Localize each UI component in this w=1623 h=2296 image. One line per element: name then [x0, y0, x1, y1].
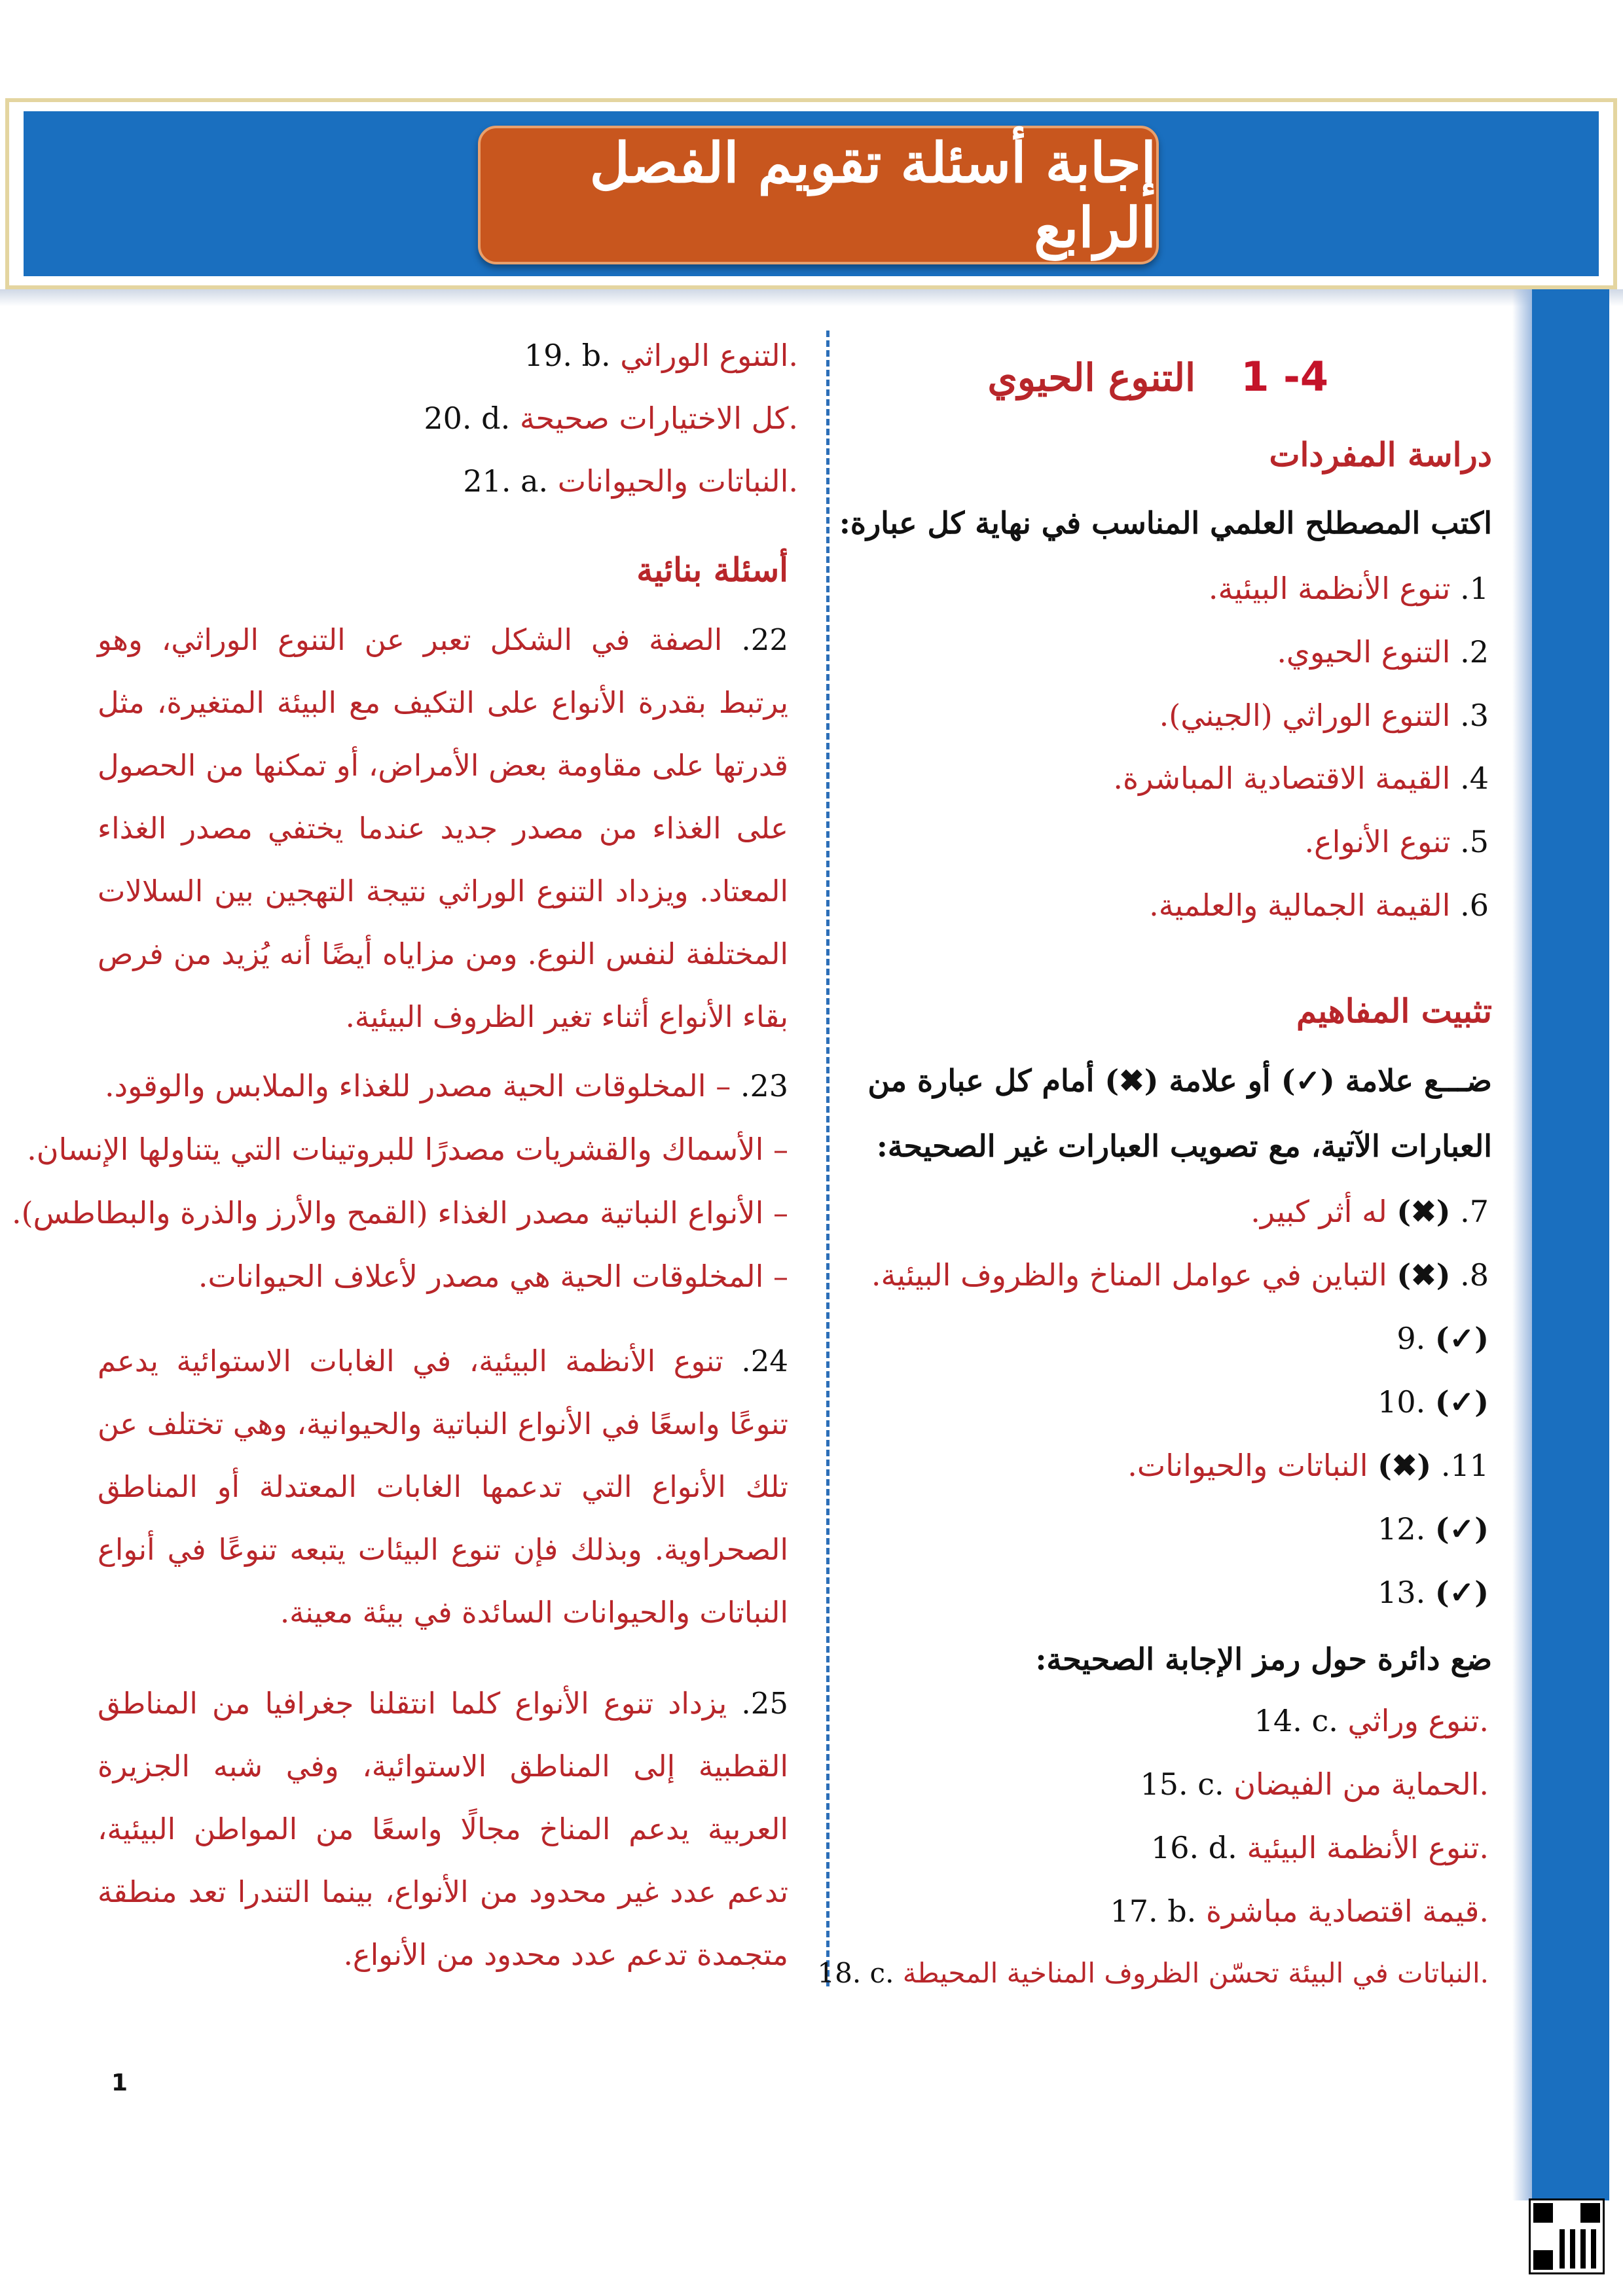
answer-22: 22. الصفة في الشكل تعبر عن التنوع الوراثي، وهو يرتبط بقدرة الأنواع على التكيف مع البيئة المتغيرة، مثل قدرتها على مقاومة بعض الأمراض، أو تمكنها من الحصول على الغذاء من مصدر جديد عندما يختفي مصدر الغذاء المعتاد. ويزداد التنوع الوراثي نتيجة التهجين بين السلالات المختلفة لنفس النوع. ومن مزاياه أيضًا أنه يُزيد من فرص بقاء الأنواع أثناء تغير الظروف البيئية.: [98, 622, 788, 1034]
title-box: [478, 126, 1159, 264]
tf-item: 9. (✓): [1396, 1321, 1489, 1356]
qr-code-icon: [1531, 2200, 1603, 2272]
mc-item: 14. c. تنوع وراثي.: [1254, 1703, 1489, 1738]
section-heading: [987, 353, 1329, 401]
section-number: 4- 1: [1241, 353, 1328, 401]
tf-item: 10. (✓): [1377, 1384, 1489, 1420]
vocab-item: 1. تنوع الأنظمة البيئية.: [1208, 571, 1489, 606]
answer-24: 24. تنوع الأنظمة البيئية، في الغابات الاستوائية يدعم تنوعًا واسعًا في الأنواع النباتية والحيوانية، وهي تختلف عن تلك الأنواع التي تدعمها الغابات المعتدلة أو المناطق الصحراوية. وبذلك فإن تنوع البيئات يتبعه تنوعًا في أنواع النباتات والحيوانات السائدة في بيئة معينة.: [98, 1344, 788, 1630]
tf-item: 8. (✖) التباين في عوامل المناخ والظروف البيئية.: [871, 1257, 1489, 1293]
answer-25: 25. يزداد تنوع الأنواع كلما انتقلنا جغرافيا من المناطق القطبية إلى المناطق الاستوائية، وفي شبه الجزيرة العربية يدعم المناخ مجالًا واسعًا من المواطن البيئية، تدعم عدد غير محدود من الأنواع، بينما التندرا تعد منطقة متجمدة تدعم عدد محدود من الأنواع.: [98, 1686, 788, 1972]
vocab-item: 5. تنوع الأنواع.: [1304, 824, 1489, 859]
answer-23: 23. – المخلوقات الحية مصدر للغذاء والملابس والوقود.: [105, 1068, 788, 1103]
answer-23-line: – الأنواع النباتية مصدر الغذاء (القمح والأرز والذرة والبطاطس).: [11, 1195, 788, 1230]
side-bar-shadow: [1512, 289, 1532, 2200]
mc-item: 21. a. النباتات والحيوانات.: [463, 463, 798, 499]
tf-item: 11. (✖) النباتات والحيوانات.: [1127, 1448, 1489, 1483]
vocab-item: 4. القيمة الاقتصادية المباشرة.: [1113, 761, 1489, 796]
mc-item: 20. d. كل الاختيارات صحيحة.: [424, 401, 798, 436]
answer-23-line: – الأسماك والقشريات مصدرًا للبروتينات التي يتناولها الإنسان.: [27, 1132, 788, 1167]
concepts-instruction-2: العبارات الآتية، مع تصويب العبارات غير الصحيحة:: [876, 1128, 1492, 1164]
mc-item: 19. b. التنوع الوراثي.: [524, 338, 798, 373]
vocab-item: 6. القيمة الجمالية والعلمية.: [1149, 888, 1489, 923]
mc-item: 17. b. قيمة اقتصادية مباشرة.: [1110, 1893, 1489, 1929]
mc-item: 15. c. الحماية من الفيضان.: [1140, 1767, 1489, 1802]
tf-item: 13. (✓): [1377, 1575, 1489, 1610]
tf-item: 7. (✖) له أثر كبير.: [1250, 1194, 1489, 1229]
vocab-item: 3. التنوع الوراثي (الجيني).: [1159, 698, 1489, 733]
answer-23-line: – المخلوقات الحية هي مصدر لأعلاف الحيوانات.: [198, 1259, 788, 1294]
side-bar: [1532, 289, 1609, 2200]
page-number: 1: [111, 2070, 128, 2096]
constructive-heading: أسئلة بنائية: [636, 550, 788, 589]
concepts-instruction-1: ضـــع علامة (✓) أو علامة (✖) أمام كل عبارة من: [867, 1063, 1492, 1098]
concepts-heading: تثبيت المفاهيم: [1296, 992, 1492, 1030]
circle-instruction: ضع دائرة حول رمز الإجابة الصحيحة:: [1035, 1641, 1492, 1677]
mc-item: 16. d. تنوع الأنظمة البيئية.: [1150, 1830, 1489, 1865]
section-title: التنوع الحيوي: [987, 355, 1196, 400]
column-divider: [826, 331, 830, 1986]
vocab-item: 2. التنوع الحيوي.: [1277, 634, 1489, 670]
page-title: إجابة أسئلة تقويم الفصل الرابع: [589, 130, 1156, 260]
mc-item: 18. c. النباتات في البيئة تحسّن الظروف المناخية المحيطة.: [817, 1957, 1489, 1989]
vocab-instruction: اكتب المصطلح العلمي المناسب في نهاية كل عبارة:: [839, 505, 1492, 541]
header-shadow: [0, 289, 1623, 306]
vocab-heading: دراسة المفردات: [1269, 435, 1492, 474]
tf-item: 12. (✓): [1377, 1511, 1489, 1547]
